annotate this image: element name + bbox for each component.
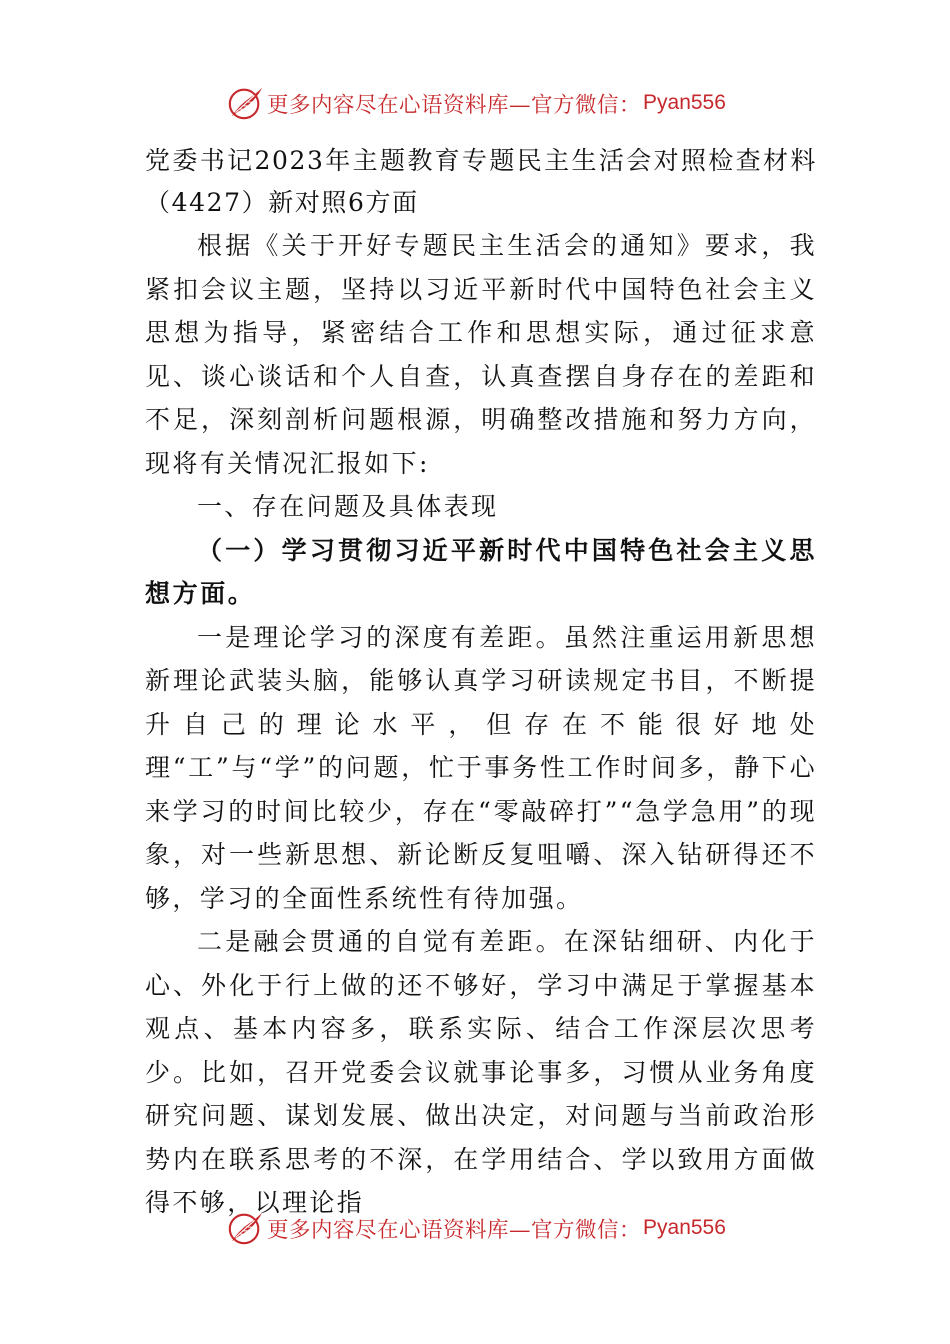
watermark-banner-bottom: [226, 1206, 726, 1250]
watermark-text: 更多内容尽在心语资料库—官方微信：: [267, 1217, 642, 1243]
watermark-text: 更多内容尽在心语资料库—官方微信：: [267, 92, 642, 118]
quill-logo-icon: [226, 84, 264, 122]
watermark-banner-top: [226, 81, 726, 125]
quill-logo-icon: [226, 1209, 264, 1247]
body-paragraph-1: 一是理论学习的深度有差距。虽然注重运用新思想新理论武装头脑，能够认真学习研读规定书目，不断提升自己的理论水平，但存在不能很好地处理“工”与“学”的问题，忙于事务性工作时间多，静下心来学习的时间比较少，存在“零敲碎打”“急学急用”的现象，对一些新思想、新论断反复咀嚼、深入钻研得还不够，学习的全面性系统性有待加强。: [145, 622, 817, 913]
document-body: [145, 140, 817, 1225]
subsection-heading-1: （一）学习贯彻习近平新时代中国特色社会主义思想方面。: [145, 535, 817, 608]
watermark-wechat-id: Pyan556: [643, 91, 726, 114]
intro-paragraph: 根据《关于开好专题民主生活会的通知》要求，我紧扣会议主题，坚持以习近平新时代中国特色社会主义思想为指导，紧密结合工作和思想实际，通过征求意见、谈心谈话和个人自查，认真查摆自身存在的差距和不足，深刻剖析问题根源，明确整改措施和努力方向，现将有关情况汇报如下:: [145, 231, 817, 478]
watermark-wechat-id: Pyan556: [643, 1216, 726, 1239]
document-title: 党委书记2023年主题教育专题民主生活会对照检查材料（4427）新对照6方面: [145, 146, 817, 217]
section-heading-1: 一、存在问题及具体表现: [197, 492, 499, 521]
body-paragraph-2: 二是融会贯通的自觉有差距。在深钻细研、内化于心、外化于行上做的还不够好，学习中满足于掌握基本观点、基本内容多，联系实际、结合工作深层次思考少。比如，召开党委会议就事论事多，习惯从业务角度研究问题、谋划发展、做出决定，对问题与当前政治形势内在联系思考的不深，在学用结合、学以致用方面做得不够，以理论指: [145, 927, 817, 1217]
